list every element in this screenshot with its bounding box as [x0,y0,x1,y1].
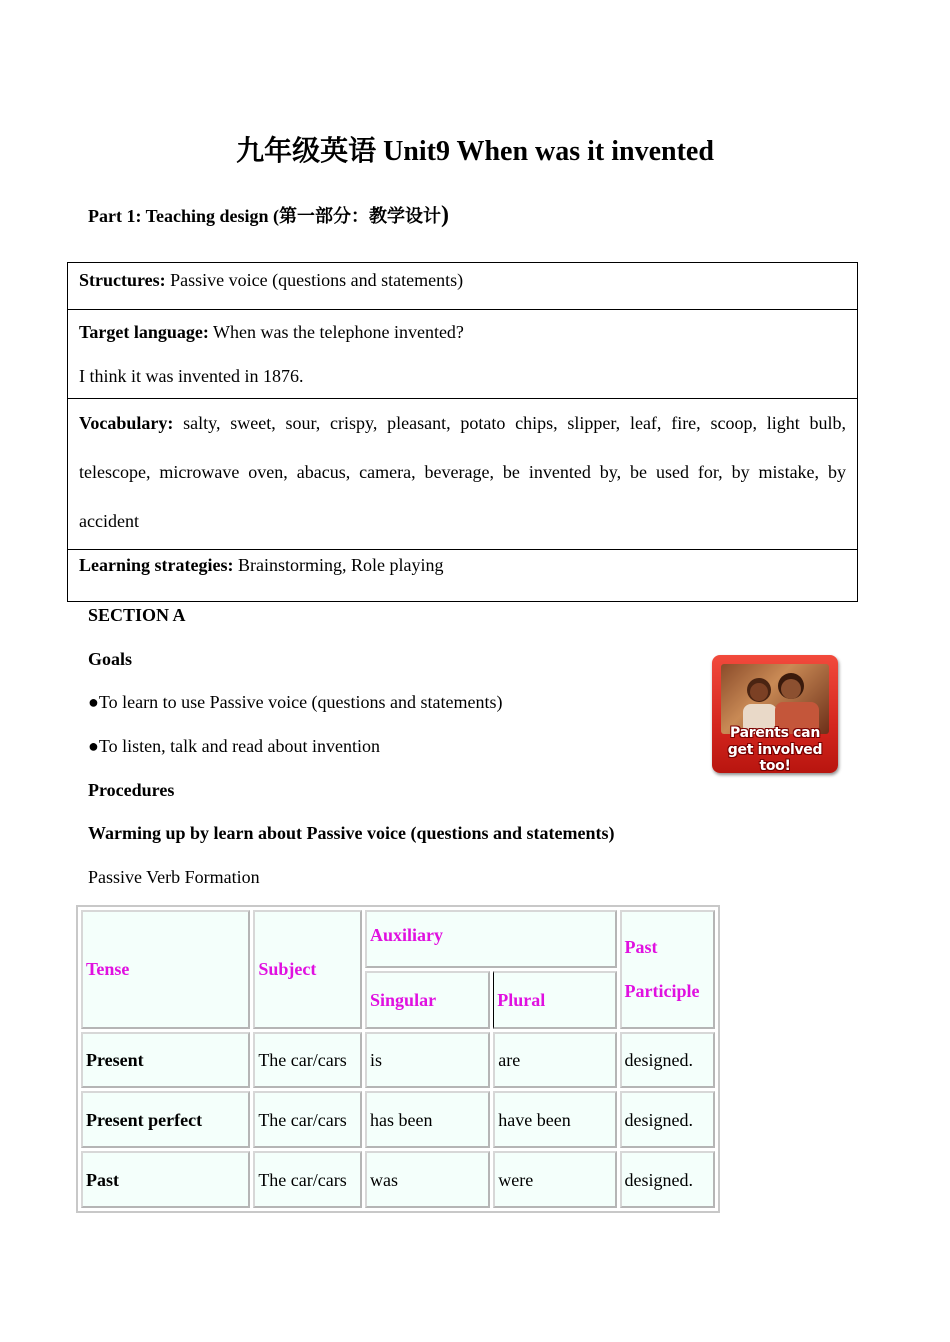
row-singular: was [365,1151,490,1208]
header-past-participle [620,910,715,1029]
lesson-info-table [67,262,858,602]
target-line2: I think it was invented in 1876. [79,366,304,386]
badge-line2: get involved too! [727,742,823,773]
target-value: When was the telephone invented? [208,322,464,342]
header-auxiliary: Auxiliary [365,910,617,968]
info-cell-structures [68,263,858,310]
row-singular: is [365,1032,490,1089]
passive-verb-table [76,905,720,1213]
goal-item-1: ●To learn to use Passive voice (questions and statements) [88,692,503,712]
page-title: 九年级英语 Unit9 When was it invented [236,136,714,167]
info-cell-target [68,310,858,399]
info-row-vocabulary [68,399,858,550]
header-past: Past [624,937,658,958]
section-a-heading: SECTION A [88,605,186,625]
info-cell-vocabulary [68,399,858,550]
row-participle: designed. [620,1032,715,1089]
info-row-structures [68,263,858,310]
row-plural: are [493,1032,616,1089]
parents-badge [712,655,838,773]
info-row-strategies [68,550,858,602]
target-label: Target language: [79,322,209,342]
row-tense: Present [81,1032,250,1089]
header-plural: Plural [493,971,616,1029]
table-row [81,1091,715,1148]
goal-item-2: ●To listen, talk and read about invention [88,736,381,756]
procedures-heading: Procedures [88,780,175,800]
table-caption: Passive Verb Formation [88,867,260,887]
vocab-value: salty, sweet, sour, crispy, pleasant, potato chips, slipper, leaf, fire, scoop, light bulb, telescope, microwave oven, abacus, camera, beverage, be invented by, be used for, by mistake, by accident [79,413,846,531]
part1-label: Part 1: Teaching design (第一部分：教学设计 [88,206,442,226]
row-plural: were [493,1151,616,1208]
row-plural: have been [493,1091,616,1148]
row-singular: has been [365,1091,490,1148]
row-tense: Past [81,1151,250,1208]
goals-heading: Goals [88,649,133,669]
strategies-value: Brainstorming, Role playing [233,555,444,575]
badge-line1: Parents can [729,725,820,741]
verb-table-header-row [81,910,715,968]
info-row-target [68,310,858,399]
header-participle: Participle [624,981,700,1002]
part1-heading [88,200,449,231]
structures-label: Structures: [79,270,166,290]
header-singular: Singular [365,971,490,1029]
part1-paren: ) [441,202,450,228]
row-subject: The car/cars [253,1151,362,1208]
strategies-label: Learning strategies: [79,555,234,575]
row-subject: The car/cars [253,1032,362,1089]
table-row [81,1032,715,1089]
parents-photo-icon [721,664,829,734]
row-participle: designed. [620,1151,715,1208]
table-row [81,1151,715,1208]
row-tense: Present perfect [81,1091,250,1148]
header-subject: Subject [253,910,362,1029]
structures-value: Passive voice (questions and statements) [165,270,464,290]
row-subject: The car/cars [253,1091,362,1148]
row-participle: designed. [620,1091,715,1148]
warming-up-heading: Warming up by learn about Passive voice (questions and statements) [88,823,615,843]
vocab-label: Vocabulary: [79,413,174,433]
info-cell-strategies [68,550,858,602]
header-tense: Tense [81,910,250,1029]
